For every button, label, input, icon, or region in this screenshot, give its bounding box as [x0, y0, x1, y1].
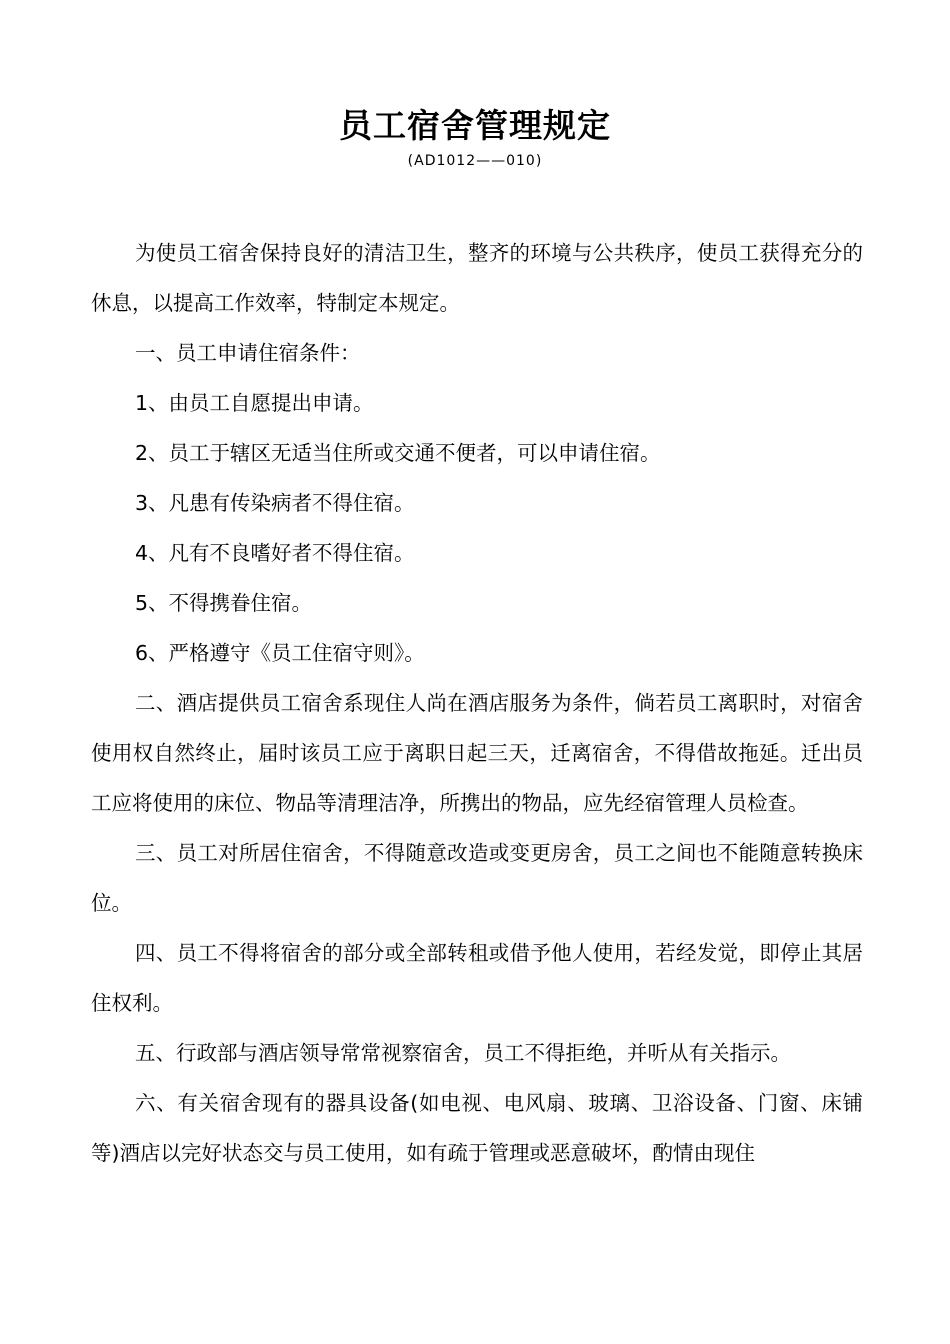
- document-code: (AD1012——010): [407, 153, 543, 169]
- paragraph-section-5: 五、行政部与酒店领导常常视察宿舍，员工不得拒绝，并听从有关指示。: [135, 1041, 791, 1065]
- paragraph-item-4: 4、凡有不良嗜好者不得住宿。: [135, 541, 415, 565]
- paragraph-item-2: 2、员工于辖区无适当住所或交通不便者，可以申请住宿。: [135, 441, 661, 465]
- paragraph-item-5: 5、不得携眷住宿。: [135, 591, 313, 615]
- paragraph-section-2: 二、酒店提供员工宿舍系现住人尚在酒店服务为条件，倘若员工离职时，对宿舍使用权自然终止，届时该员工应于离职日起三天，迁离宿舍，不得借故拖延。迁出员工应将使用的床位、物品等清理洁净，所携出的物品，应先经宿管理人员检查。: [91, 691, 863, 815]
- paragraph-item-1: 1、由员工自愿提出申请。: [135, 391, 374, 415]
- paragraph-section-1-heading: 一、员工申请住宿条件：: [135, 341, 361, 365]
- paragraph-section-3: 三、员工对所居住宿舍，不得随意改造或变更房舍，员工之间也不能随意转换床位。: [91, 841, 863, 915]
- paragraph-intro: 为使员工宿舍保持良好的清洁卫生，整齐的环境与公共秩序，使员工获得充分的休息，以提高工作效率，特制定本规定。: [91, 241, 863, 315]
- paragraph-section-4: 四、员工不得将宿舍的部分或全部转租或借予他人使用，若经发觉，即停止其居住权利。: [91, 941, 863, 1015]
- document-title: 员工宿舍管理规定: [339, 106, 611, 145]
- paragraph-item-6: 6、严格遵守《员工住宿守则》。: [135, 641, 425, 665]
- paragraph-section-6: 六、有关宿舍现有的器具设备(如电视、电风扇、玻璃、卫浴设备、门窗、床铺等)酒店以完好状态交与员工使用，如有疏于管理或恶意破坏，酌情由现住: [91, 1091, 863, 1165]
- document-body: [91, 228, 863, 1178]
- paragraph-item-3: 3、凡患有传染病者不得住宿。: [135, 491, 415, 515]
